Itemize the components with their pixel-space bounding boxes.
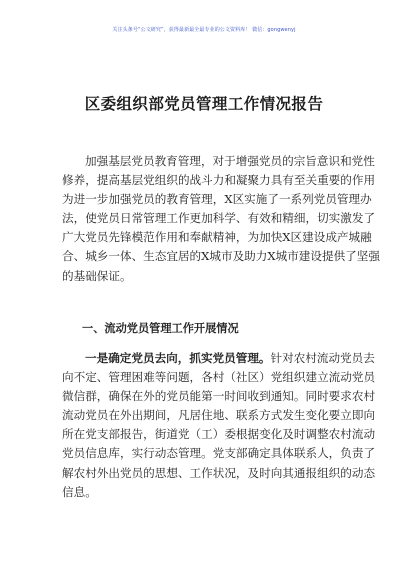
intro-paragraph <box>62 152 380 286</box>
intro-line: 加强基层党员教育管理，对于增强党员的宗旨意识和党性 <box>85 154 375 168</box>
section-heading: 一、流动党员管理工作开展情况 <box>82 322 239 335</box>
page-title: 区委组织部党员管理工作情况报告 <box>84 95 324 113</box>
intro-line: 的基础保证。 <box>62 268 132 283</box>
section-line: 微信群，确保在外的党员能第一时间收到通知。同时要求农村 <box>62 389 376 404</box>
section-line: 解农村外出党员的思想、工作状况，及时向其通报组织的动态 <box>62 465 376 480</box>
section-paragraph <box>62 349 376 502</box>
section-line: 向不定、管理困难等问题，各村（社区）党组织建立流动党员 <box>62 370 376 385</box>
intro-line: 广大党员先锋模范作用和奉献精神，为加快X区建设成产城融 <box>62 230 372 245</box>
section-first-line <box>62 349 375 368</box>
intro-line: 法，使党员日常管理工作更加科学、有效和精细，切实激发了 <box>62 211 376 226</box>
section-line: 流动党员在外出期间，凡居住地、联系方式发生变化要立即向 <box>62 408 376 423</box>
intro-line: 为进一步加强党员的教育管理，X区实施了一系列党员管理办 <box>62 192 372 207</box>
section-line: 所在党支部报告，街道党（工）委根据变化及时调整农村流动 <box>62 427 376 442</box>
section-line: 党员信息库，实行动态管理。党支部确定具体联系人，负责了 <box>62 446 376 461</box>
section-line: 信息。 <box>62 484 97 499</box>
lead-rest-text: 针对农村流动党员去 <box>270 351 375 365</box>
promo-banner: 关注头条号“公文研究”，获得最新最全最专业的公文资料库！ 微信：gongwenyj <box>112 27 296 33</box>
bold-lead-sentence: 一是确定党员去向，抓实党员管理。 <box>85 351 271 365</box>
intro-line: 修养，提高基层党组织的战斗力和凝聚力具有至关重要的作用 <box>62 173 376 188</box>
intro-line: 合、城乡一体、生态宜居的X城市及助力X城市建设提供了坚强 <box>62 249 380 264</box>
